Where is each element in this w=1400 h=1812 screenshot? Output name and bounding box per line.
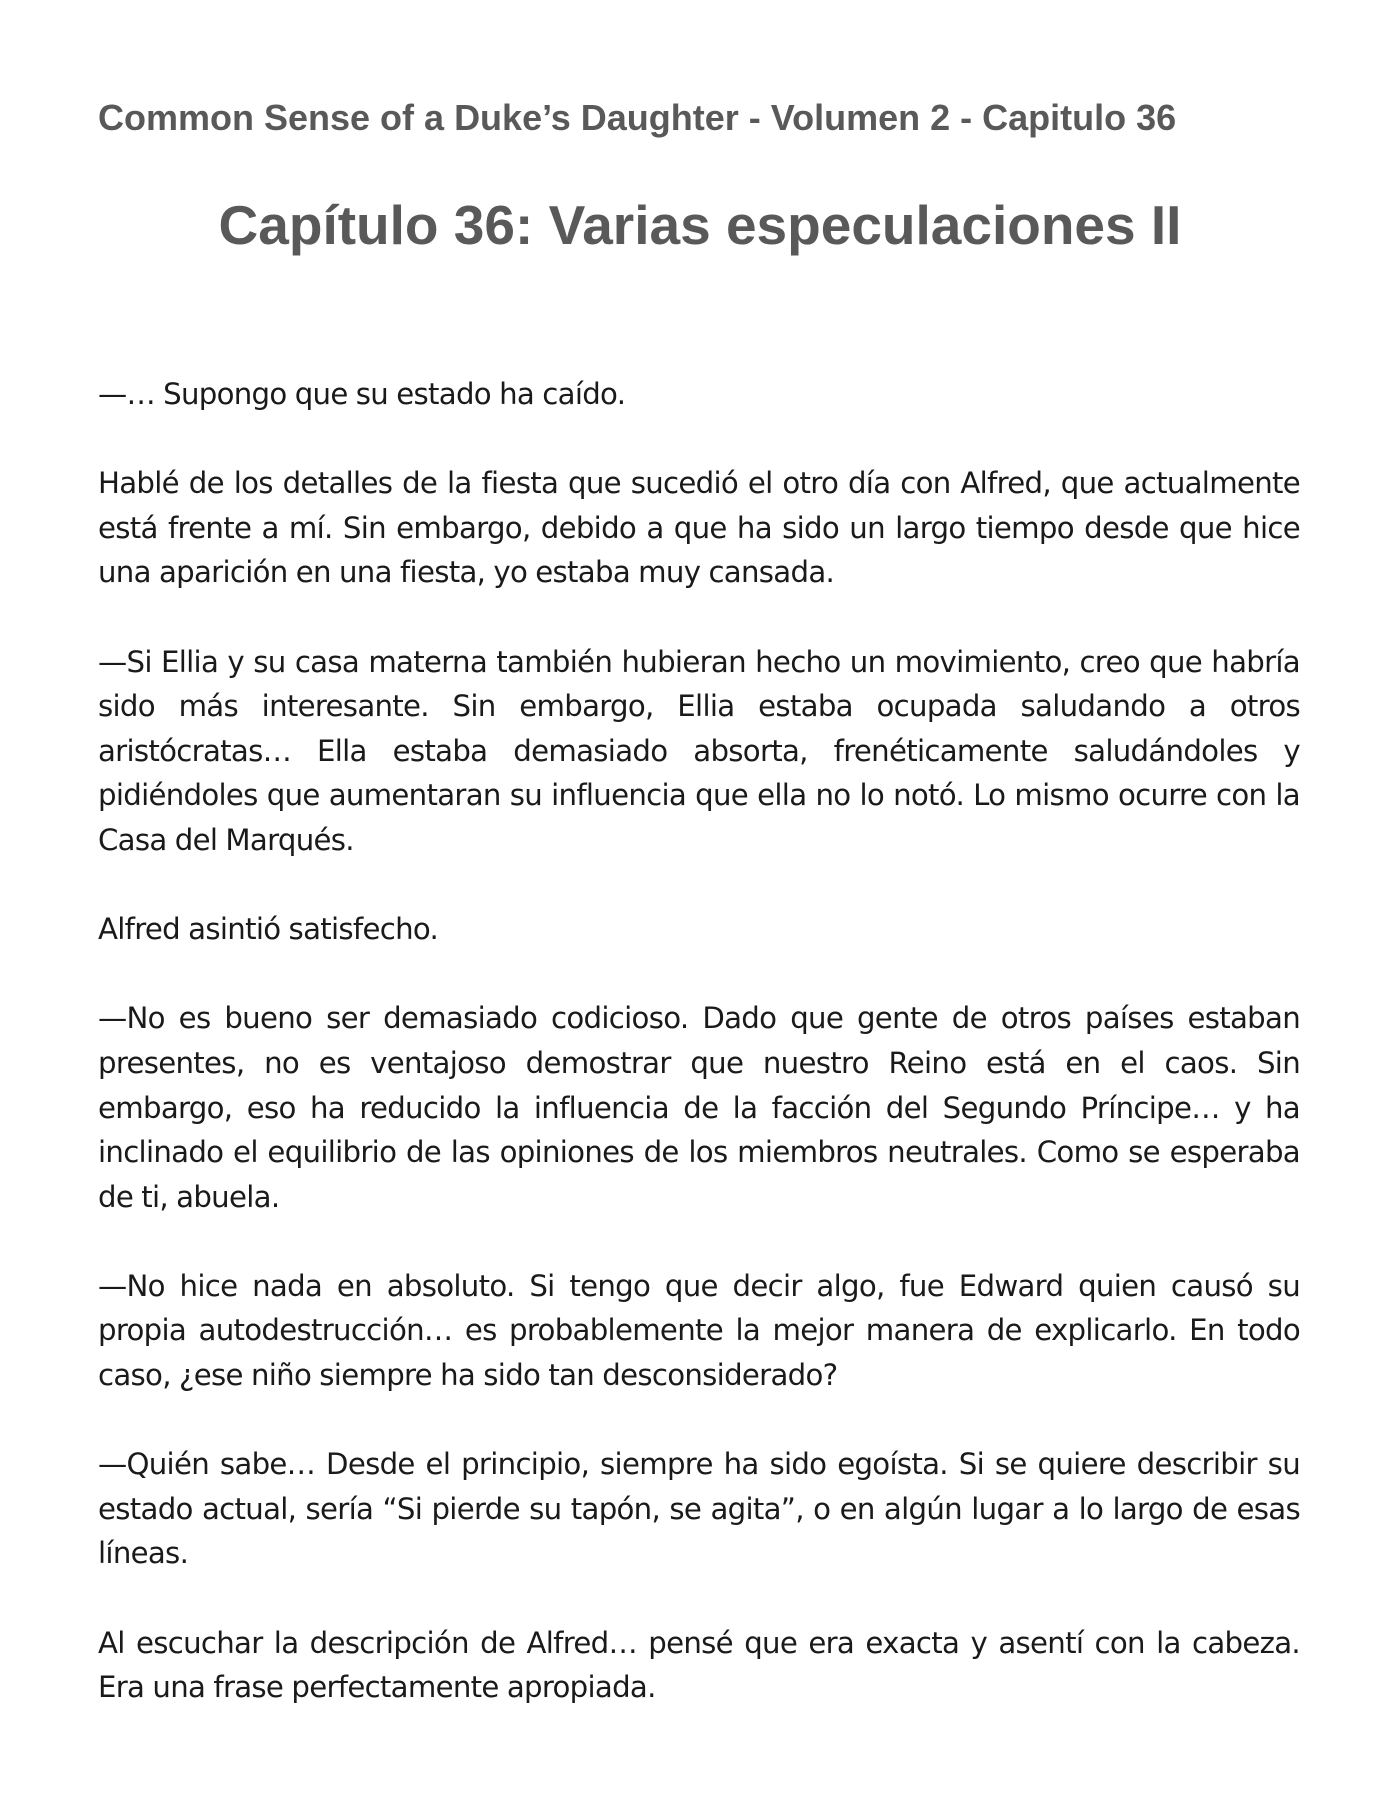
- paragraph: Hablé de los detalles de la fiesta que sucedió el otro día con Alfred, que actualmente está frente a mí. Sin embargo, debido a que ha sido un largo tiempo desde que hice una aparición en una fiesta, yo estaba muy cansada.: [98, 466, 1300, 590]
- paragraph: Alfred asintió satisfecho.: [98, 912, 439, 947]
- chapter-body: [98, 372, 1300, 1710]
- paragraph: Al escuchar la descripción de Alfred… pensé que era exacta y asentí con la cabeza. Era una frase perfectamente apropiada.: [98, 1625, 1300, 1705]
- paragraph: —Quién sabe… Desde el principio, siempre ha sido egoísta. Si se quiere describir su estado actual, sería “Si pierde su tapón, se agita”, o en algún lugar a lo largo de esas líneas.: [98, 1447, 1300, 1571]
- running-header: Common Sense of a Duke’s Daughter - Volumen 2 - Capitulo 36: [98, 97, 1177, 138]
- paragraph: —No hice nada en absoluto. Si tengo que decir algo, fue Edward quien causó su propia autodestrucción… es probablemente la mejor manera de explicarlo. En todo caso, ¿ese niño siempre ha sido tan desconsiderado?: [98, 1268, 1300, 1393]
- paragraph: —… Supongo que su estado ha caído.: [98, 377, 626, 411]
- paragraph: —Si Ellia y su casa materna también hubieran hecho un movimiento, creo que habría sido más interesante. Sin embargo, Ellia estaba ocupada saludando a otros aristócratas… Ella estaba demasiado absorta, frenéticamente saludándoles y pidiéndoles que aumentaran su influencia que ella no lo notó. Lo mismo ocurre con la Casa del Marqués.: [98, 644, 1300, 857]
- chapter-title: Capítulo 36: Varias especulaciones II: [218, 194, 1182, 256]
- paragraph: —No es bueno ser demasiado codicioso. Dado que gente de otros países estaban presentes, no es ventajoso demostrar que nuestro Reino está en el caos. Sin embargo, eso ha reducido la influencia de la facción del Segundo Príncipe… y ha inclinado el equilibrio de las opiniones de los miembros neutrales. Como se esperaba de ti, abuela.: [98, 1001, 1300, 1214]
